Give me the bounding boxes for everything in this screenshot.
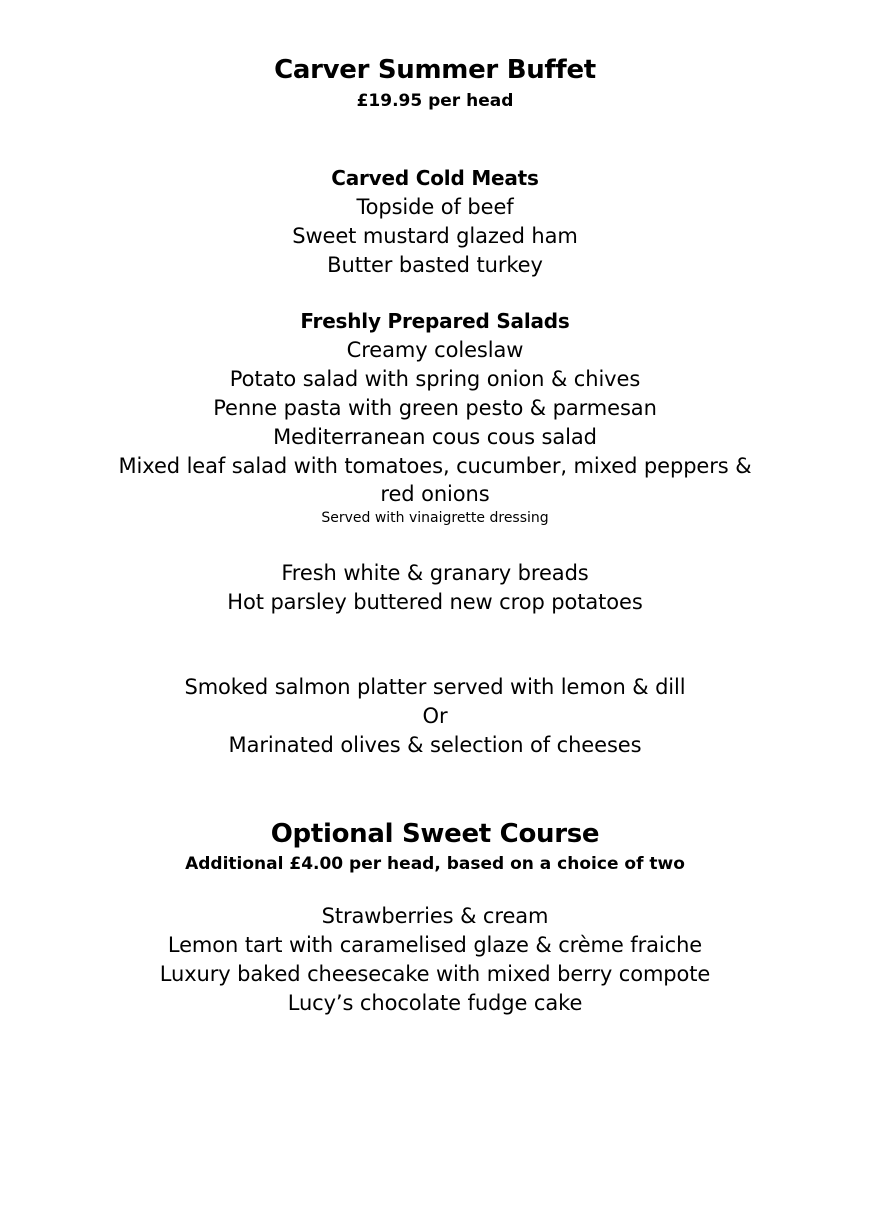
buffet-title: Carver Summer Buffet	[274, 55, 596, 85]
menu-item: Mixed leaf salad with tomatoes, cucumber, mixed peppers &	[118, 454, 752, 478]
menu-item: Hot parsley buttered new crop potatoes	[227, 590, 643, 614]
menu-item: red onions	[380, 482, 490, 506]
menu-item: Sweet mustard glazed ham	[292, 224, 578, 248]
menu-item: Creamy coleslaw	[346, 338, 524, 362]
menu-item: Potato salad with spring onion & chives	[229, 367, 641, 391]
menu-item: Strawberries & cream	[321, 904, 549, 928]
salads-heading: Freshly Prepared Salads	[300, 309, 570, 333]
menu-item: Marinated olives & selection of cheeses	[228, 733, 642, 757]
menu-item: Topside of beef	[356, 195, 514, 219]
menu-item: Fresh white & granary breads	[281, 561, 589, 585]
salad-note: Served with vinaigrette dressing	[321, 510, 549, 526]
menu-item: Penne pasta with green pesto & parmesan	[213, 396, 657, 420]
sweet-course-title: Optional Sweet Course	[270, 819, 600, 849]
buffet-price: £19.95 per head	[356, 91, 514, 111]
menu-item: Smoked salmon platter served with lemon & dill	[184, 675, 686, 699]
menu-item: Mediterranean cous cous salad	[273, 425, 597, 449]
choice-separator: Or	[422, 704, 448, 728]
menu-item: Luxury baked cheesecake with mixed berry compote	[159, 962, 711, 986]
menu-item: Butter basted turkey	[327, 253, 543, 277]
carved-meats-heading: Carved Cold Meats	[331, 166, 539, 190]
menu-item: Lemon tart with caramelised glaze & crème fraiche	[167, 933, 703, 957]
menu-item: Lucy’s chocolate fudge cake	[287, 991, 583, 1015]
sweet-course-subtitle: Additional £4.00 per head, based on a choice of two	[185, 854, 685, 874]
